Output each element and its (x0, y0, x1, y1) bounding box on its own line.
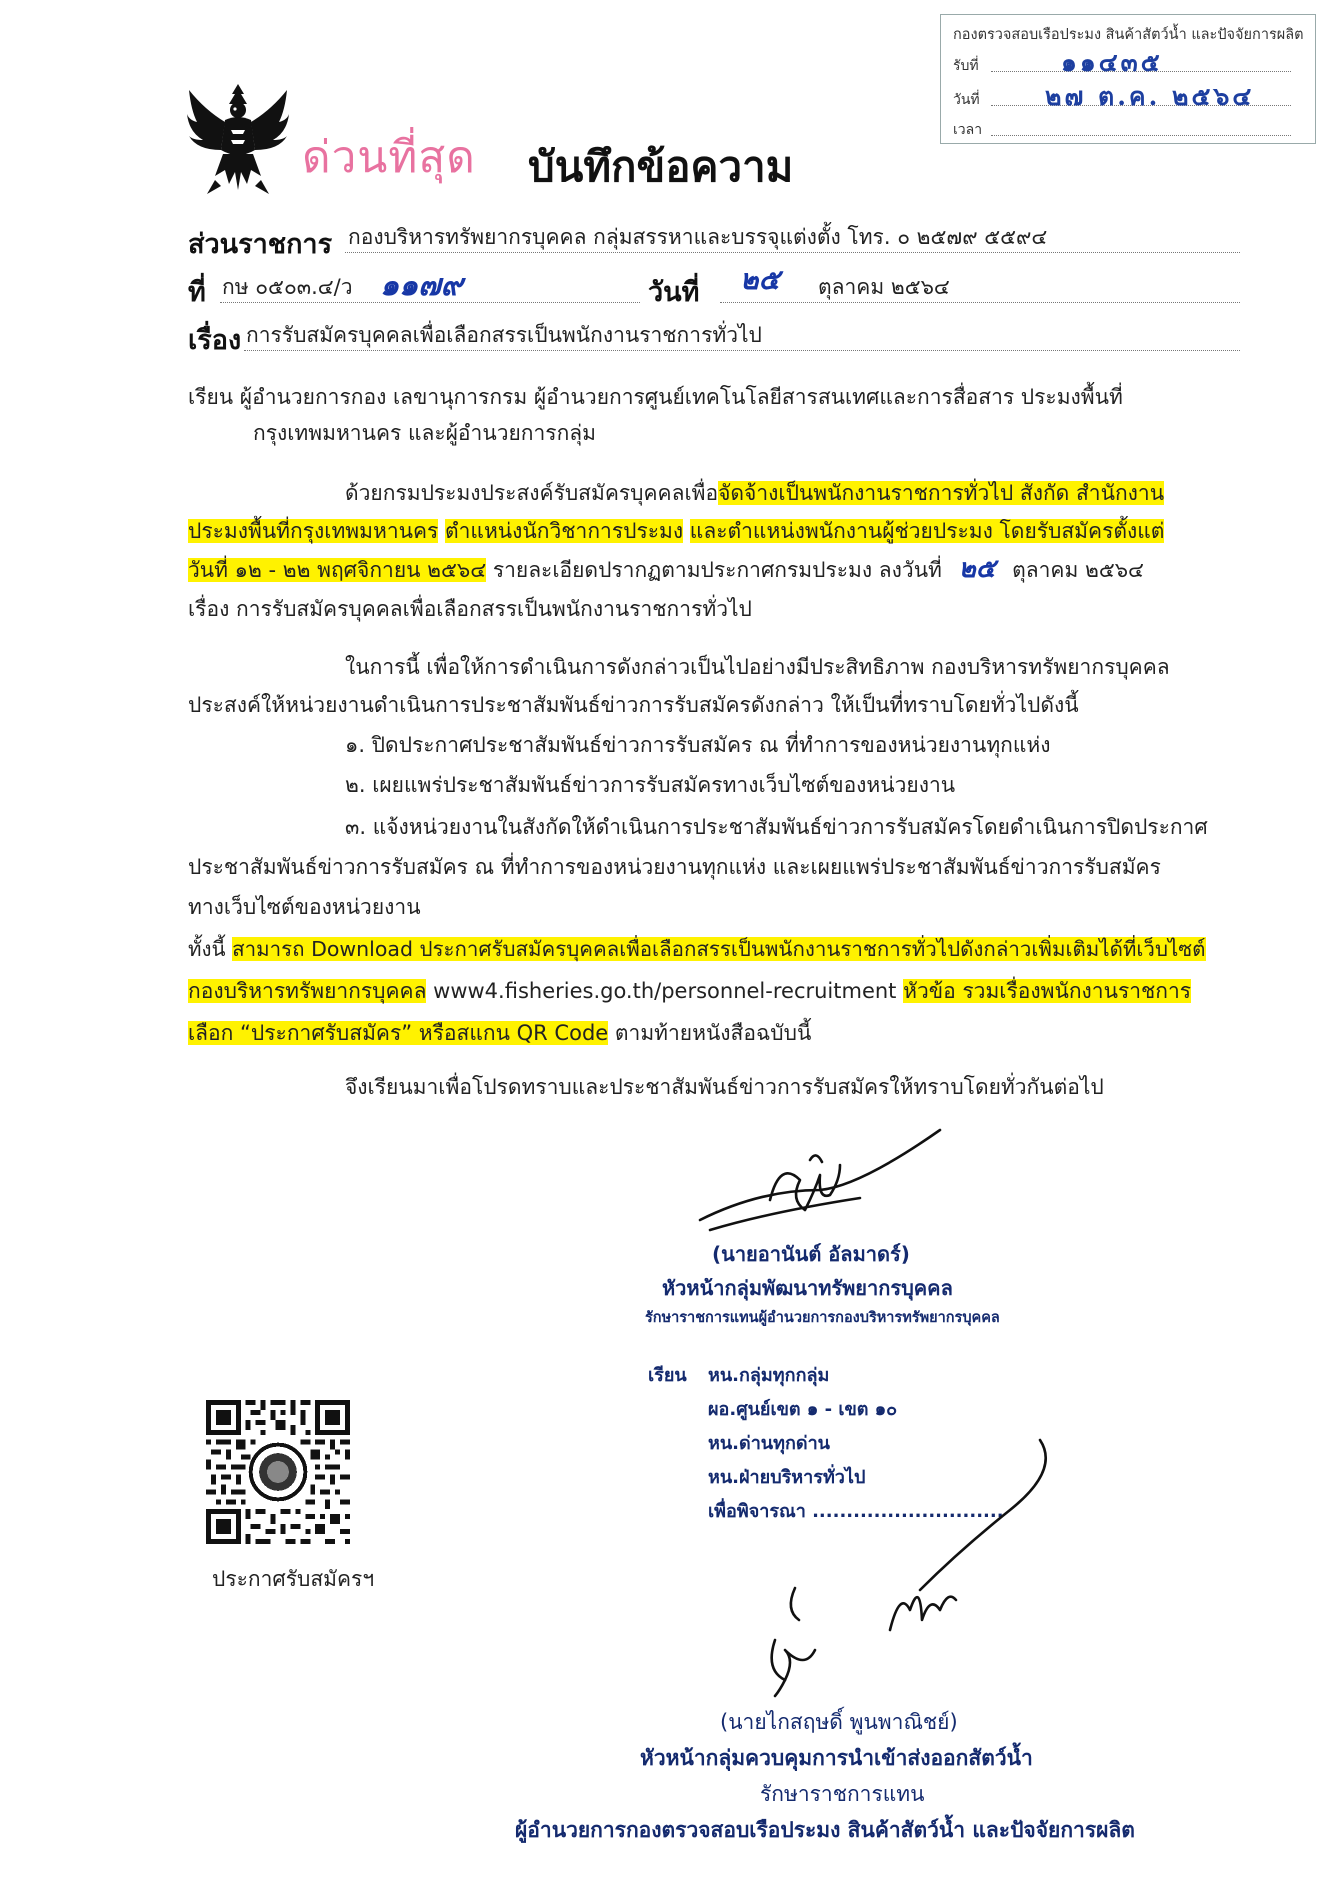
paragraph-3-line-2 (188, 976, 1191, 1006)
dotted-line (345, 252, 1240, 253)
dotted-line (244, 350, 1240, 351)
salutation-line-1: เรียน ผู้อำนวยการกอง เลขานุการกรม ผู้อำนวยการศูนย์เทคโนโลยีสารสนเทศและการสื่อสาร ประมงพื้นที่ (188, 385, 1123, 409)
highlight: หัวข้อ รวมเรื่องพนักงานราชการ (903, 979, 1192, 1003)
website-url: www4.fisheries.go.th/personnel-recruitment (433, 979, 897, 1003)
stamp-date-value: ๒๗ ต.ค. ๒๕๖๔ (1045, 82, 1255, 111)
highlight: จัดจ้างเป็นพนักงานราชการทั่วไป สังกัด สำนักงาน (718, 481, 1165, 505)
qr-caption: ประกาศรับสมัครฯ (212, 1567, 375, 1591)
urgency-label: ด่วนที่สุด (302, 132, 476, 183)
receipt-stamp (940, 14, 1316, 144)
dotted-line (991, 135, 1291, 136)
list-item-1: ๑. ปิดประกาศประชาสัมพันธ์ข่าวการรับสมัคร ณ ที่ทำการของหน่วยงานทุกแห่ง (345, 733, 1051, 757)
list-item-3-line-3: ทางเว็บไซต์ของหน่วยงาน (188, 895, 421, 919)
stamp-received-number: ๑๑๔๓๕ (1061, 48, 1163, 77)
paragraph-1-line-1: ด้วยกรมประมงประสงค์รับสมัครบุคคลเพื่อจัดจ้างเป็นพนักงานราชการทั่วไป สังกัด สำนักงาน (345, 481, 1165, 505)
ref-handwritten-number: ๑๑๗๙ (380, 268, 463, 303)
routing-recipient: เพื่อพิจารณา ............................ (708, 1501, 1004, 1522)
paragraph-1-line-3: วันที่ ๑๒ - ๒๒ พฤศจิกายน ๒๕๖๔ รายละเอียดปรากฏตามประกาศกรมประมง ลงวันที่ ๒๕ ตุลาคม ๒๕๖๔ (188, 554, 1144, 584)
routing-label: เรียน (648, 1365, 687, 1386)
list-item-2: ๒. เผยแพร่ประชาสัมพันธ์ข่าวการรับสมัครทางเว็บไซต์ของหน่วยงาน (345, 773, 956, 797)
routing-recipient: หน.กลุ่มทุกกลุ่ม (708, 1365, 830, 1386)
stamp-org: กองตรวจสอบเรือประมง สินค้าสัตว์น้ำ และปัจจัยการผลิต (953, 27, 1304, 43)
highlight: ตำแหน่งนักวิชาการประมง (445, 519, 684, 543)
signer-2-acting: รักษาราชการแทน (760, 1782, 925, 1806)
routing-recipient: หน.ฝ่ายบริหารทั่วไป (708, 1467, 866, 1488)
signature-2-icon (860, 1430, 1070, 1680)
paragraph-2-line-2: ประสงค์ให้หน่วยงานดำเนินการประชาสัมพันธ์ข่าวการรับสมัครดังกล่าว ให้เป็นที่ทราบโดยทั่วไปดังนี้ (188, 693, 1079, 717)
date-handwritten-day: ๒๕ (740, 263, 780, 296)
stamp-date-label: วันที่ (953, 92, 980, 108)
signer-2-name: (นายไกสฤษดิ์ พูนพาณิชย์) (720, 1710, 958, 1734)
highlight: วันที่ ๑๒ - ๒๒ พฤศจิกายน ๒๕๖๔ (188, 558, 487, 582)
paragraph-2-line-1: ในการนี้ เพื่อให้การดำเนินการดังกล่าวเป็นไปอย่างมีประสิทธิภาพ กองบริหารทรัพยากรบุคคล (345, 655, 1170, 679)
agency-value: กองบริหารทรัพยากรบุคคล กลุ่มสรรหาและบรรจุแต่งตั้ง โทร. ๐ ๒๕๗๙ ๕๕๙๔ (348, 225, 1048, 249)
date-month-year: ตุลาคม ๒๕๖๔ (818, 275, 950, 299)
qr-code-icon (206, 1400, 350, 1544)
signer-1-acting: รักษาราชการแทนผู้อำนวยการกองบริหารทรัพยากรบุคคล (645, 1310, 1000, 1326)
stamp-time-label: เวลา (953, 122, 983, 138)
highlight: กองบริหารทรัพยากรบุคคล (188, 979, 427, 1003)
closing-line: จึงเรียนมาเพื่อโปรดทราบและประชาสัมพันธ์ข่าวการรับสมัครให้ทราบโดยทั่วกันต่อไป (345, 1075, 1104, 1099)
page-title: บันทึกข้อความ (528, 142, 794, 191)
highlight: เลือก “ประกาศรับสมัคร” หรือสแกน QR Code (188, 1021, 609, 1045)
stamp-received-label: รับที่ (953, 58, 979, 74)
date-label: วันที่ (648, 277, 700, 308)
subject-value: การรับสมัครบุคคลเพื่อเลือกสรรเป็นพนักงานราชการทั่วไป (246, 323, 762, 347)
list-item-3-line-2: ประชาสัมพันธ์ข่าวการรับสมัคร ณ ที่ทำการของหน่วยงานทุกแห่ง และเผยแพร่ประชาสัมพันธ์ข่าวการรับสมัคร (188, 855, 1161, 879)
highlight: และตำแหน่งพนักงานผู้ช่วยประมง โดยรับสมัครตั้งแต่ (689, 519, 1165, 543)
ref-value: กษ ๐๕๐๓.๔/ว (222, 275, 353, 299)
list-item-3-line-1: ๓. แจ้งหน่วยงานในสังกัดให้ดำเนินการประชาสัมพันธ์ข่าวการรับสมัครโดยดำเนินการปิดประกาศ (345, 815, 1208, 839)
agency-label: ส่วนราชการ (188, 229, 333, 260)
dotted-line (220, 302, 640, 303)
paragraph-1-line-2 (188, 516, 1164, 546)
handwritten-day: ๒๕ (958, 554, 996, 584)
highlight: สามารถ Download ประกาศรับสมัครบุคคลเพื่อเลือกสรรเป็นพนักงานราชการทั่วไปดังกล่าวเพิ่มเติมได้ที่เว็บไซต์ (232, 937, 1206, 961)
paragraph-3-line-3: เลือก “ประกาศรับสมัคร” หรือสแกน QR Code ตามท้ายหนังสือฉบับนี้ (188, 1021, 812, 1045)
routing-recipient: ผอ.ศูนย์เขต ๑ - เขต ๑๐ (708, 1399, 898, 1420)
subject-label: เรื่อง (188, 325, 242, 356)
signer-1-name: (นายอานันต์ อัลมาดร์) (712, 1242, 910, 1266)
highlight: ประมงพื้นที่กรุงเทพมหานคร (188, 519, 439, 543)
paragraph-3-line-1: ทั้งนี้ สามารถ Download ประกาศรับสมัครบุคคลเพื่อเลือกสรรเป็นพนักงานราชการทั่วไปดังกล่าวเพิ่มเติมได้ที่เว็บไซต์ (188, 937, 1206, 961)
salutation-line-2: กรุงเทพมหานคร และผู้อำนวยการกลุ่ม (253, 421, 597, 445)
signer-2-org: ผู้อำนวยการกองตรวจสอบเรือประมง สินค้าสัตว์น้ำ และปัจจัยการผลิต (515, 1818, 1135, 1842)
signer-1-position: หัวหน้ากลุ่มพัฒนาทรัพยากรบุคคล (662, 1276, 953, 1300)
paragraph-1-line-4: เรื่อง การรับสมัครบุคคลเพื่อเลือกสรรเป็นพนักงานราชการทั่วไป (188, 597, 752, 621)
garuda-emblem-icon (185, 80, 291, 198)
ref-label: ที่ (188, 277, 206, 308)
signature-1-icon (690, 1120, 950, 1240)
routing-recipient: หน.ด่านทุกด่าน (708, 1433, 830, 1454)
initials-icon (755, 1580, 845, 1700)
dotted-line (720, 302, 1240, 303)
signer-2-position: หัวหน้ากลุ่มควบคุมการนำเข้าส่งออกสัตว์น้ำ (640, 1746, 1033, 1770)
